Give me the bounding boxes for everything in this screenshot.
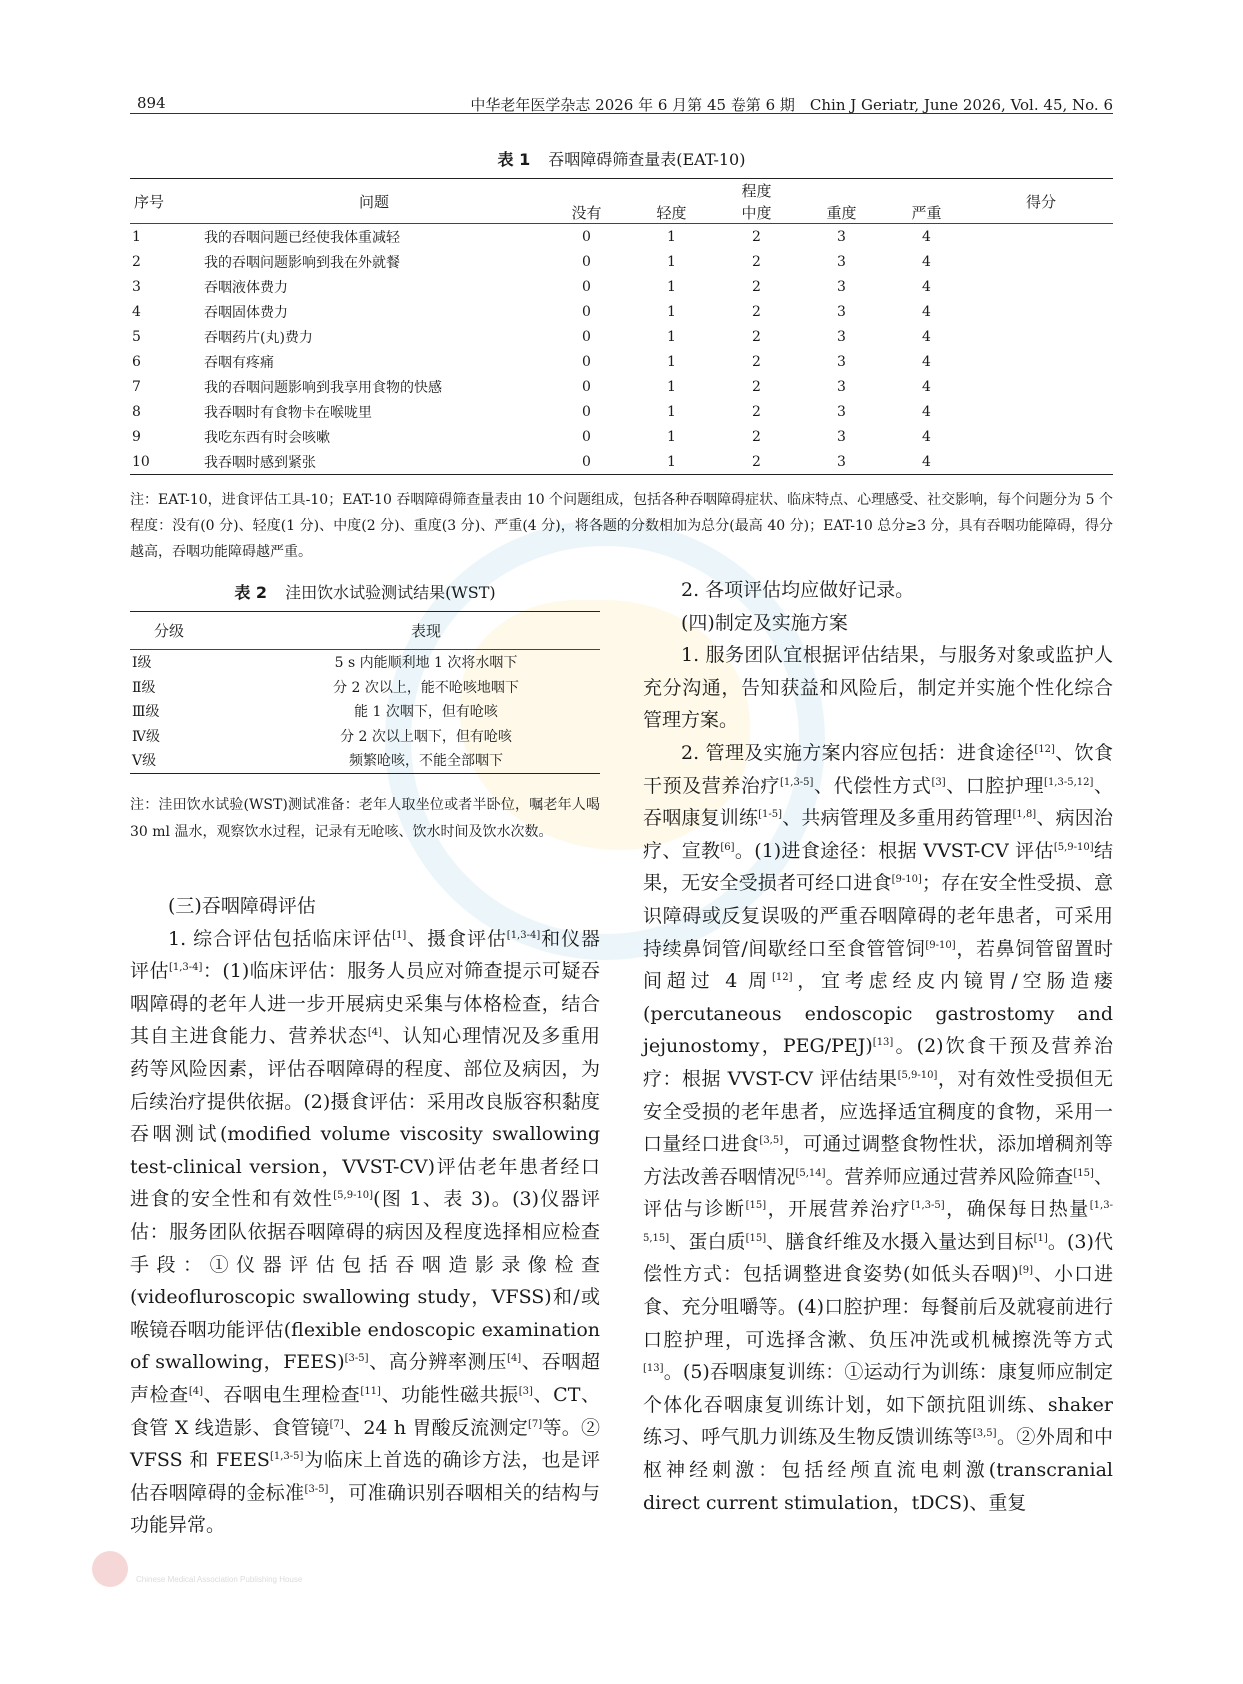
table1-cell-score: 0	[544, 449, 629, 475]
citation: [4]	[507, 1353, 522, 1365]
table1-cell-score: 3	[837, 403, 846, 420]
table1-cell-score: 3	[837, 428, 846, 445]
citation: [7]	[528, 1418, 543, 1430]
table1-cell-score: 0	[582, 328, 591, 345]
citation: [1]	[392, 929, 407, 941]
table1-cell-question: 我吞咽时有食物卡在喉咙里	[204, 404, 372, 421]
table1-cell-score: 0	[582, 403, 591, 420]
table1-cell-total	[969, 424, 1113, 449]
citation: [6]	[720, 841, 735, 853]
table1-degree-level: 严重	[884, 201, 969, 224]
table1-cell-score: 2	[752, 378, 761, 395]
citation: [7]	[329, 1418, 344, 1430]
citation: [15]	[745, 1200, 767, 1212]
table1-cell-score: 2	[752, 253, 761, 270]
table1-cell-total	[969, 224, 1113, 250]
table1-cell-score: 4	[922, 353, 931, 370]
table1-cell-question: 我的吞咽问题影响到我在外就餐	[204, 254, 400, 271]
table1-row	[130, 374, 1113, 399]
table1-cell-score: 0	[582, 278, 591, 295]
table1-cell-score: 0	[582, 378, 591, 395]
table1-degree-level: 中度	[714, 201, 799, 224]
citation: [3-5]	[304, 1483, 329, 1495]
table1-cell-total	[969, 399, 1113, 424]
citation: [1]	[1033, 1232, 1048, 1244]
table1-cell-index: 5	[132, 328, 141, 345]
citation: [5,14]	[795, 1167, 826, 1179]
table1-cell-question: 吞咽药片(丸)费力	[204, 329, 313, 346]
table2-cell-level: Ⅰ级	[132, 655, 152, 672]
table1-cell-score: 3	[837, 278, 846, 295]
table2-caption	[130, 580, 600, 603]
table2-cell-desc: 5 s 内能顺利地 1 次将水咽下	[334, 655, 518, 672]
citation: [13]	[643, 1363, 664, 1375]
paragraph-records: 2. 各项评估均应做好记录。	[681, 579, 915, 601]
table1-cell-question: 我吃东西有时会咳嗽	[204, 429, 330, 446]
table1-header-score: 得分	[969, 179, 1113, 224]
citation: [1,3-5,12]	[1044, 776, 1094, 788]
table1-row	[130, 324, 1113, 349]
table1-cell-score: 2	[752, 428, 761, 445]
table1	[130, 178, 1113, 475]
table1-cell-index: 7	[132, 378, 141, 395]
paragraph-plan-1: 1. 服务团队宜根据评估结果，与服务对象或监护人充分沟通，告知获益和风险后，制定并实施个性化综合管理方案。	[643, 644, 1113, 732]
table1-cell-index: 9	[132, 428, 141, 445]
table1-cell-score: 3	[837, 378, 846, 395]
table1-cell-score: 4	[922, 428, 931, 445]
table1-cell-score: 1	[667, 328, 676, 345]
citation: [3,5]	[972, 1428, 997, 1440]
table2-cell-level: Ⅴ级	[130, 748, 252, 773]
table2-row	[130, 650, 600, 675]
table1-cell-index: 2	[132, 253, 141, 270]
table1-cell-score: 1	[667, 253, 676, 270]
table1-cell-score: 1	[629, 449, 714, 475]
table1-cell-total	[969, 324, 1113, 349]
running-head: 中华老年医学杂志 2026 年 6 月第 45 卷第 6 期 Chin J Geriatr, June 2026, Vol. 45, No. 6	[470, 96, 1113, 114]
table2-cell-level: Ⅳ级	[132, 728, 160, 745]
citation: [12]	[771, 972, 793, 984]
table1-cell-score: 2	[752, 228, 761, 245]
table1-cell-score: 2	[752, 403, 761, 420]
citation: [1,8]	[1012, 809, 1037, 821]
table2	[130, 611, 600, 774]
table2-row	[130, 699, 600, 724]
table1-row	[130, 274, 1113, 299]
table1-cell-score: 4	[922, 328, 931, 345]
table1-row	[130, 299, 1113, 324]
table1-row	[130, 424, 1113, 449]
table1-label: 表 1	[497, 150, 531, 169]
table1-cell-question: 吞咽有疼痛	[204, 354, 274, 371]
table2-header-desc: 表现	[252, 612, 600, 650]
citation: [5,9-10]	[897, 1069, 938, 1081]
table1-cell-total	[969, 449, 1113, 475]
table1-cell-total	[969, 299, 1113, 324]
header-rule	[130, 113, 1113, 114]
table1-cell-score: 3	[837, 328, 846, 345]
table1-cell-total	[969, 349, 1113, 374]
table1-cell-index: 4	[132, 303, 141, 320]
table1-degree-level: 没有	[544, 201, 629, 224]
citation: [9-10]	[925, 939, 956, 951]
table1-cell-question: 吞咽液体费力	[204, 279, 288, 296]
table1-cell-score: 4	[922, 228, 931, 245]
citation: [3,5]	[759, 1135, 784, 1147]
table1-cell-score: 2	[714, 449, 799, 475]
table2-cell-desc: 分 2 次以上，能不呛咳地咽下	[333, 679, 519, 696]
table2-row	[130, 724, 600, 749]
table1-cell-score: 2	[752, 353, 761, 370]
table1-cell-score: 3	[799, 449, 884, 475]
table1-cell-score: 4	[884, 449, 969, 475]
table1-cell-index: 3	[132, 278, 141, 295]
table1-cell-score: 0	[582, 353, 591, 370]
table1-cell-question: 吞咽固体费力	[204, 304, 288, 321]
table1-cell-score: 4	[922, 278, 931, 295]
table1-cell-score: 3	[837, 228, 846, 245]
citation: [4]	[188, 1385, 203, 1397]
table1-cell-score: 1	[667, 303, 676, 320]
table1-cell-score: 2	[752, 303, 761, 320]
citation: [3-5]	[344, 1353, 369, 1365]
table1-cell-score: 0	[582, 228, 591, 245]
table1-cell-total	[969, 374, 1113, 399]
table1-cell-index: 10	[130, 449, 204, 475]
citation: [9]	[1018, 1265, 1033, 1277]
citation: [11]	[360, 1385, 381, 1397]
citation: [12]	[1034, 743, 1055, 755]
table1-cell-index: 1	[132, 228, 141, 245]
table1-cell-score: 4	[922, 253, 931, 270]
table1-note: 注：EAT-10，进食评估工具-10；EAT-10 吞咽障碍筛查量表由 10 个问题组成，包括各种吞咽障碍症状、临床特点、心理感受、社交影响，每个问题分为 5 个程度：没有(0 分)、轻度(1 分)、中度(2 分)、重度(3 分)、严重(4 分)，将各题的分数相加为总分(最高 40 分)；EAT-10 总分≥3 分，具有吞咽功能障碍，得分越高，吞咽功能障碍越严重。	[130, 492, 1113, 560]
table1-cell-index: 8	[132, 403, 141, 420]
table1-cell-total	[969, 274, 1113, 299]
table1-cell-score: 3	[837, 303, 846, 320]
table1-header-question: 问题	[204, 179, 544, 224]
table1-degree-level: 轻度	[629, 201, 714, 224]
table1-cell-question: 我的吞咽问题已经使我体重减轻	[204, 229, 400, 246]
citation: [1,3-5,15]	[643, 1200, 1113, 1244]
table2-cell-desc: 能 1 次咽下，但有呛咳	[354, 704, 498, 721]
table1-row	[130, 399, 1113, 424]
table1-title: 吞咽障碍筛查量表(EAT-10)	[548, 150, 746, 169]
table1-cell-score: 3	[837, 353, 846, 370]
publisher-logo-icon	[92, 1551, 128, 1587]
table2-row	[130, 675, 600, 700]
table2-title: 洼田饮水试验测试结果(WST)	[285, 583, 496, 602]
table1-cell-question: 我吞咽时感到紧张	[204, 449, 544, 475]
table1-cell-question: 我的吞咽问题影响到我享用食物的快感	[204, 379, 442, 396]
citation: [1,3-5]	[911, 1200, 945, 1212]
citation: [1,3-4]	[168, 962, 203, 974]
table1-cell-score: 3	[837, 253, 846, 270]
page-number: 894	[137, 94, 166, 112]
citation: [4]	[367, 1027, 382, 1039]
table1-cell-score: 4	[922, 403, 931, 420]
table2-header-level: 分级	[130, 612, 252, 650]
table1-header-degree: 程度	[741, 181, 772, 200]
table1-cell-score: 1	[667, 403, 676, 420]
table1-row	[130, 249, 1113, 274]
table1-cell-score: 4	[922, 378, 931, 395]
table1-row	[130, 224, 1113, 250]
table1-header-index: 序号	[130, 179, 204, 224]
table1-caption	[130, 147, 1113, 170]
citation: [9-10]	[891, 874, 922, 886]
table1-cell-score: 1	[667, 353, 676, 370]
table2-cell-desc: 频繁呛咳，不能全部咽下	[252, 748, 600, 773]
table2-cell-level: Ⅱ级	[132, 679, 156, 696]
table2-note: 注：洼田饮水试验(WST)测试准备：老年人取坐位或者半卧位，嘱老年人喝 30 ml 温水，观察饮水过程，记录有无呛咳、饮水时间及饮水次数。	[130, 797, 600, 840]
citation: [3]	[518, 1385, 533, 1397]
table2-cell-desc: 分 2 次以上咽下，但有呛咳	[340, 728, 512, 745]
citation: [1,3-5]	[780, 776, 814, 788]
table1-cell-score: 0	[582, 253, 591, 270]
paragraph-assessment: 1. 综合评估包括临床评估[1]、摄食评估[1,3-4]和仪器评估[1,3-4]：(1)临床评估：服务人员应对筛查提示可疑吞咽障碍的老年人进一步开展病史采集与体格检查，结合其自主进食能力、营养状态[4]、认知心理情况及多重用药等风险因素，评估吞咽障碍的程度、部位及病因，为后续治疗提供依据。(2)摄食评估：采用改良版容积黏度吞咽测试(modified volume viscosity swallowing test-clinical version，VVST-CV)评估老年患者经口进食的安全性和有效性[5,9-10](图 1、表 3)。(3)仪器评估：服务团队依据吞咽障碍的病因及程度选择相应检查手段：①仪器评估包括吞咽造影录像检查(videofluroscopic swallowing study，VFSS)和/或喉镜吞咽功能评估(flexible endoscopic examination of swallowing，FEES)[3-5]、高分辨率测压[4]、吞咽超声检查[4]、吞咽电生理检查[11]、功能性磁共振[3]、CT、食管 X 线造影、食管镜[7]、24 h 胃酸反流测定[7]等。② VFSS 和 FEES[1,3-5]为临床上首选的确诊方法，也是评估吞咽障碍的金标准[3-5]，可准确识别吞咽相关的结构与功能异常。	[130, 927, 600, 1537]
table1-cell-index: 6	[132, 353, 141, 370]
table1-cell-score: 2	[752, 278, 761, 295]
citation: [5,9-10]	[333, 1190, 374, 1202]
table1-cell-score: 1	[667, 228, 676, 245]
citation: [13]	[872, 1037, 894, 1049]
body-right-column	[643, 574, 1113, 1519]
table2-row	[130, 748, 600, 773]
table1-degree-level: 重度	[799, 201, 884, 224]
table1-row	[130, 449, 1113, 475]
table1-cell-score: 1	[667, 278, 676, 295]
paragraph-plan-2: 2. 管理及实施方案内容应包括：进食途径[12]、饮食干预及营养治疗[1,3-5]、代偿性方式[3]、口腔护理[1,3-5,12]、吞咽康复训练[1-5]、共病管理及多重用药管理[1,8]、病因治疗、宣教[6]。(1)进食途径：根据 VVST-CV 评估[5,9-10]结果，无安全受损者可经口进食[9-10]；存在安全性受损、意识障碍或反复误吸的严重吞咽障碍的老年患者，可采用持续鼻饲管/间歇经口至食管管饲[9-10]，若鼻饲管留置时间超过 4 周[12]，宜考虑经皮内镜胃/空肠造瘘(percutaneous endoscopic gastrostomy and jejunostomy，PEG/PEJ)[13]。(2)饮食干预及营养治疗：根据 VVST-CV 评估结果[5,9-10]，对有效性受损但无安全受损的老年患者，应选择适宜稠度的食物，采用一口量经口进食[3,5]，可通过调整食物性状，添加增稠剂等方法改善吞咽情况[5,14]。营养师应通过营养风险筛查[15]、评估与诊断[15]，开展营养治疗[1,3-5]，确保每日热量[1,3-5,15]、蛋白质[15]、膳食纤维及水摄入量达到目标[1]。(3)代偿性方式：包括调整进食姿势(如低头吞咽)[9]、小口进食、充分咀嚼等。(4)口腔护理：每餐前后及就寝前进行口腔护理，可选择含漱、负压冲洗或机械擦洗等方式[13]。(5)吞咽康复训练：①运动行为训练：康复师应制定个体化吞咽康复训练计划，如下颌抗阻训练、shaker 练习、呼气肌力训练及生物反馈训练等[3,5]。②外周和中枢神经刺激：包括经颅直流电刺激(transcranial direct current stimulation，tDCS)、重复	[643, 741, 1114, 1514]
citation: [1-5]	[758, 809, 783, 821]
table1-cell-score: 1	[667, 428, 676, 445]
citation: [15]	[1073, 1167, 1094, 1179]
table1-cell-score: 1	[667, 378, 676, 395]
publisher-logo	[92, 1545, 303, 1595]
table1-cell-score: 2	[752, 328, 761, 345]
section-heading-plan: (四)制定及实施方案	[681, 611, 848, 634]
table1-cell-score: 4	[922, 303, 931, 320]
table1-cell-score: 0	[582, 303, 591, 320]
citation: [3]	[931, 776, 946, 788]
table2-cell-level: Ⅲ级	[132, 704, 160, 721]
body-left-column	[130, 890, 600, 1542]
section-heading-assessment: (三)吞咽障碍评估	[168, 895, 316, 917]
table1-cell-score: 0	[582, 428, 591, 445]
table1-cell-total	[969, 249, 1113, 274]
table1-row	[130, 349, 1113, 374]
citation: [15]	[745, 1232, 767, 1244]
citation: [1,3-4]	[506, 929, 541, 941]
table2-label: 表 2	[234, 583, 268, 602]
citation: [5,9-10]	[1053, 841, 1094, 853]
publisher-logo-text: Chinese Medical Association Publishing House	[136, 1575, 303, 1584]
citation: [1,3-5]	[269, 1451, 304, 1463]
